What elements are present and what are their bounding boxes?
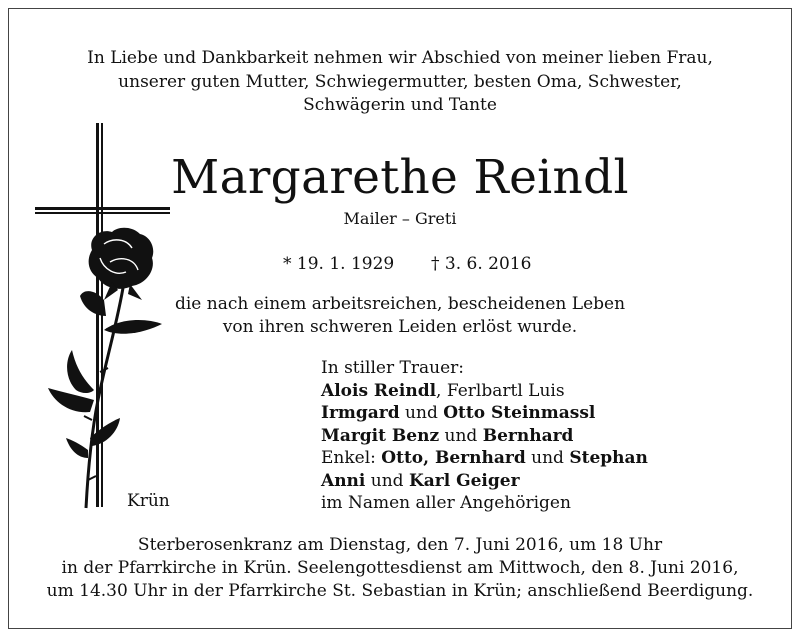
mourner-text: und: [525, 448, 570, 468]
life-line-1: die nach einem arbeitsreichen, bescheidenen Leben: [174, 294, 626, 314]
mourners-heading: In stiller Trauer:: [321, 358, 464, 378]
mourners-list: [321, 357, 648, 515]
service-line-1: Sterberosenkranz am Dienstag, den 7. Juni 2016, um 18 Uhr: [137, 535, 663, 555]
intro-line-3: Schwägerin und Tante: [303, 95, 497, 115]
mourner-name: Anni: [321, 470, 366, 491]
death-date: † 3. 6. 2016: [431, 254, 532, 274]
mourner-line: [321, 470, 648, 493]
service-line-3: um 14.30 Uhr in der Pfarrkirche St. Sebastian in Krün; anschließend Beerdigung.: [46, 581, 754, 601]
mourners-closing: im Namen aller Angehörigen: [321, 493, 571, 513]
mourner-name: Irmgard: [321, 403, 400, 423]
life-statement: [0, 293, 800, 339]
service-info: [0, 534, 800, 603]
deceased-name: Margarethe Reindl: [171, 150, 629, 205]
mourner-text: , Ferlbartl Luis: [436, 380, 565, 401]
place-name: Krün: [127, 491, 170, 511]
intro-line-1: In Liebe und Dankbarkeit nehmen wir Abschied von meiner lieben Frau,: [87, 48, 713, 68]
mourner-name: Stephan: [569, 448, 648, 468]
mourner-line: [321, 380, 648, 403]
life-line-2: von ihren schweren Leiden erlöst wurde.: [222, 317, 578, 337]
mourner-text: und: [365, 470, 409, 491]
life-dates: [0, 254, 800, 276]
intro-line-2: unserer guten Mutter, Schwiegermutter, besten Oma, Schwester,: [118, 71, 682, 92]
mourner-text: und: [439, 425, 483, 446]
mourner-name: Alois Reindl: [321, 380, 437, 401]
mourner-name: Otto, Bernhard: [381, 448, 526, 468]
mourner-line: [321, 425, 648, 448]
mourner-name: Bernhard: [482, 425, 574, 446]
mourner-text: Enkel:: [321, 448, 382, 468]
intro-text: [0, 47, 800, 118]
deceased-nickname: Mailer – Greti: [343, 209, 457, 228]
mourner-text: und: [399, 403, 444, 423]
mourner-line: [321, 447, 648, 470]
mourner-name: Margit Benz: [321, 425, 440, 446]
mourner-name: Otto Steinmassl: [443, 403, 596, 423]
mourner-name: Karl Geiger: [408, 470, 520, 491]
birth-date: * 19. 1. 1929: [283, 254, 395, 274]
service-line-2: in der Pfarrkirche in Krün. Seelengottesdienst am Mittwoch, den 8. Juni 2016,: [61, 558, 739, 578]
mourner-line: [321, 402, 648, 425]
